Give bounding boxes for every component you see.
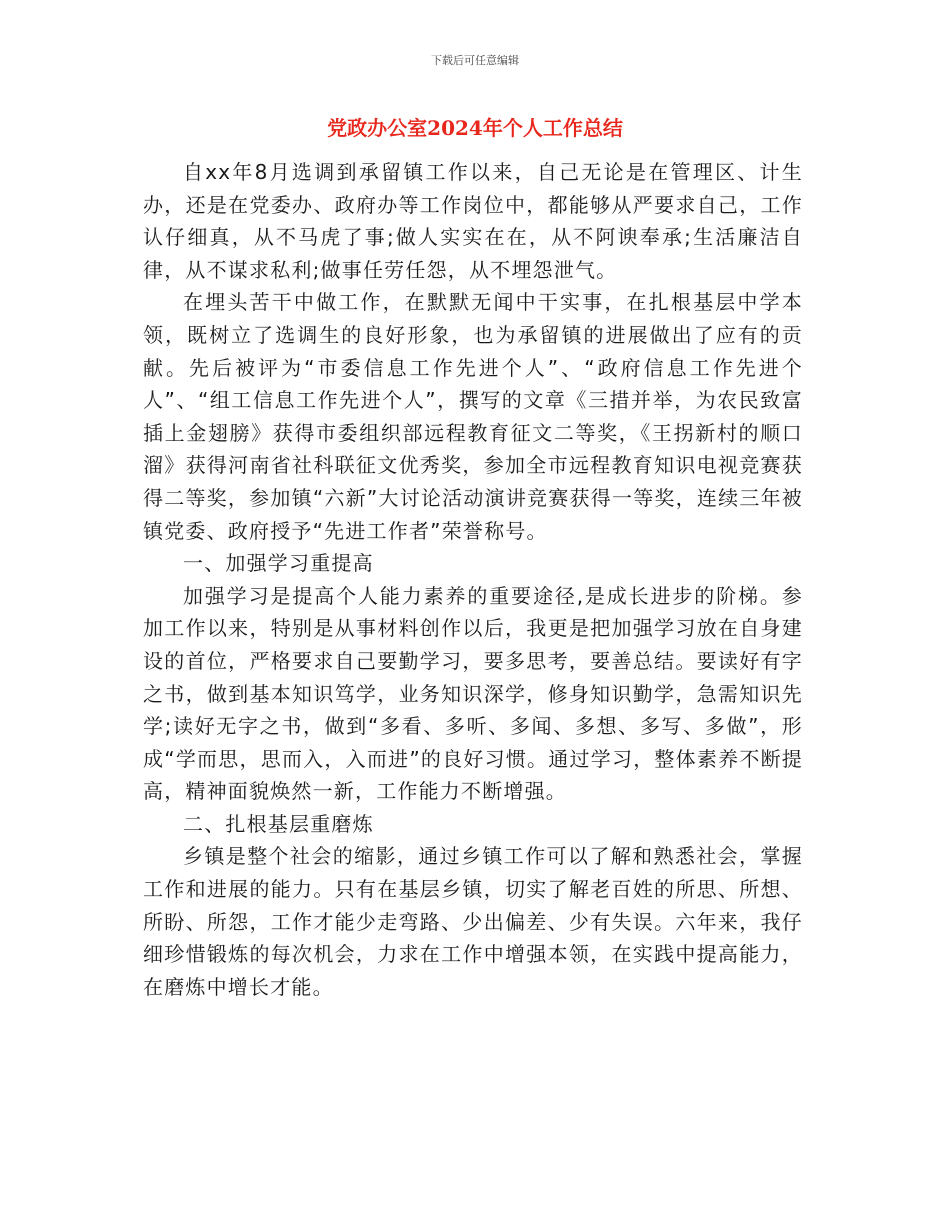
header-note: 下载后可任意编辑 (431, 54, 519, 67)
paragraph-achievements: 在埋头苦干中做工作，在默默无闻中干实事，在扎根基层中学本领，既树立了选调生的良好形象，也为承留镇的进展做出了应有的贡献。先后被评为“市委信息工作先进个人”、“政府信息工作先进个人”、“组工信息工作先进个人”，撰写的文章《三措并举，为农民致富插上金翅膀》获得市委组织部远程教育征文二等奖，《王拐新村的顺口溜》获得河南省社科联征文优秀奖，参加全市远程教育知识电视竞赛获得二等奖，参加镇“六新”大讨论活动演讲竞赛获得一等奖，连续三年被镇党委、政府授予“先进工作者”荣誉称号。 (143, 290, 803, 543)
document-body (143, 156, 803, 1003)
section-heading-grassroots: 二、扎根基层重磨炼 (183, 811, 374, 836)
paragraph-intro: 自xx年8月选调到承留镇工作以来，自己无论是在管理区、计生办，还是在党委办、政府办等工作岗位中，都能够从严要求自己，工作认仔细真，从不马虎了事;做人实实在在，从不阿谀奉承;生活廉洁自律，从不谋求私利;做事任劳任怨，从不埋怨泄气。 (143, 160, 803, 282)
document-title: 党政办公室2024年个人工作总结 (327, 116, 623, 140)
paragraph-study: 加强学习是提高个人能力素养的重要途径,是成长进步的阶梯。参加工作以来，特别是从事材料创作以后，我更是把加强学习放在自身建设的首位，严格要求自己要勤学习，要多思考，要善总结。要读好有字之书，做到基本知识笃学，业务知识深学，修身知识勤学，急需知识先学;读好无字之书，做到“多看、多听、多闻、多想、多写、多做”，形成“学而思，思而入，入而进”的良好习惯。通过学习，整体素养不断提高，精神面貌焕然一新，工作能力不断增强。 (143, 583, 803, 804)
section-heading-study: 一、加强学习重提高 (183, 551, 374, 576)
paragraph-grassroots: 乡镇是整个社会的缩影，通过乡镇工作可以了解和熟悉社会，掌握工作和进展的能力。只有在基层乡镇，切实了解老百姓的所思、所想、所盼、所怨，工作才能少走弯路、少出偏差、少有失误。六年来，我仔细珍惜锻炼的每次机会，力求在工作中增强本领，在实践中提高能力，在磨炼中增长才能。 (143, 844, 803, 999)
